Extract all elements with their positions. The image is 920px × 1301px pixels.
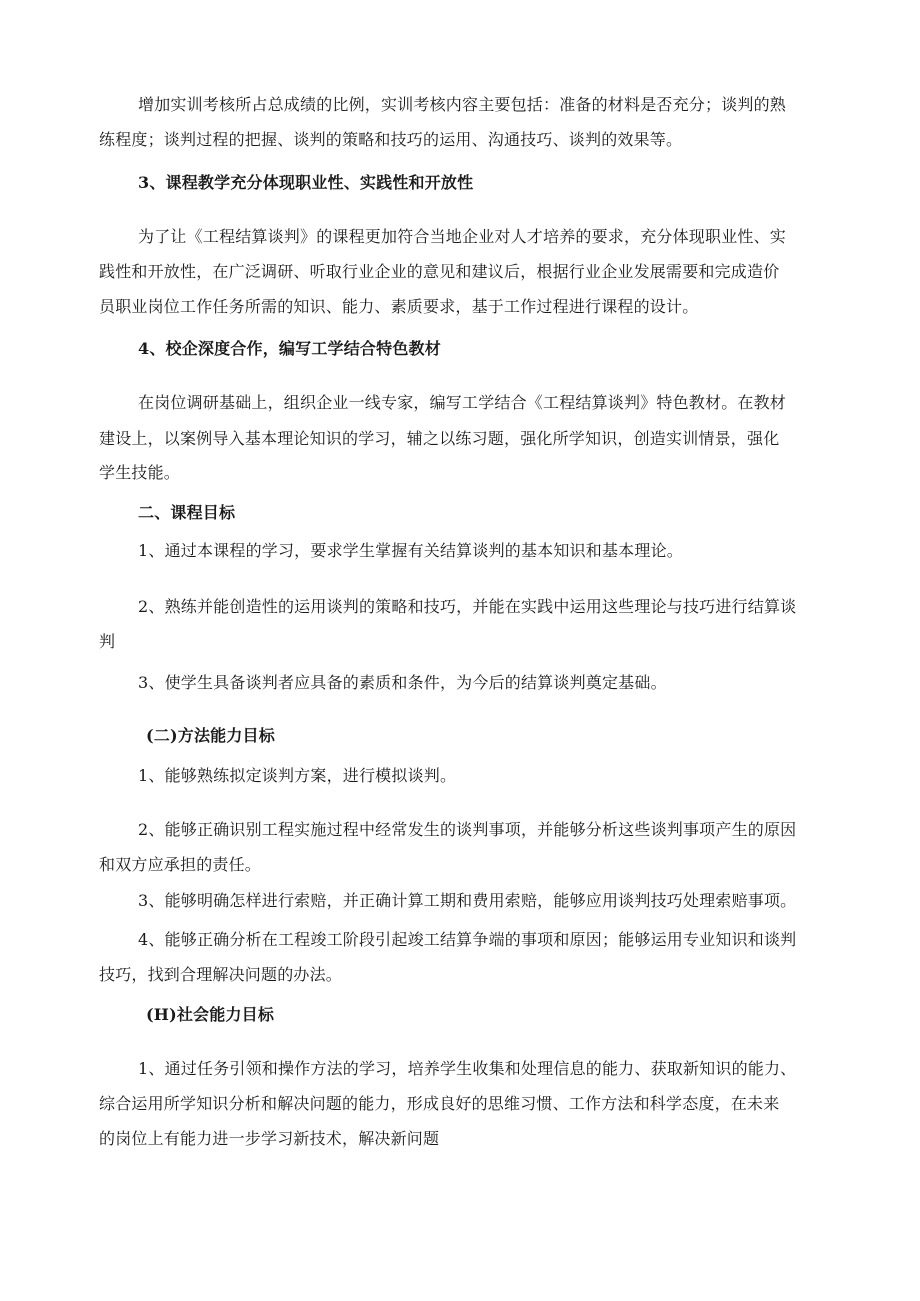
- social-goal-item: 的岗位上有能力进一步学习新技术，解决新问题: [99, 1129, 440, 1148]
- subsection-title: (H)社会能力目标: [146, 1005, 275, 1024]
- paragraph-line: 学生技能。: [99, 463, 181, 482]
- method-goal-item: 2、能够正确识别工程实施过程中经常发生的谈判事项，并能够分析这些谈判事项产生的原因: [138, 820, 797, 839]
- social-goal-item: 1、通过任务引领和操作方法的学习，培养学生收集和处理信息的能力、获取新知识的能力、: [138, 1059, 797, 1078]
- goal-item: 3、使学生具备谈判者应具备的素质和条件，为今后的结算谈判奠定基础。: [138, 673, 667, 692]
- goal-item: 2、熟练并能创造性的运用谈判的策略和技巧，并能在实践中运用这些理论与技巧进行结算谈: [138, 597, 797, 616]
- section-heading: 4、校企深度合作，编写工学结合特色教材: [138, 339, 441, 358]
- section-heading: 3、课程教学充分体现职业性、实践性和开放性: [138, 173, 474, 192]
- method-goal-item: 技巧，找到合理解决问题的办法。: [99, 965, 343, 984]
- section-title: 二、课程目标: [138, 503, 236, 522]
- paragraph-line: 员职业岗位工作任务所需的知识、能力、素质要求，基于工作过程进行课程的设计。: [99, 297, 699, 316]
- method-goal-item: 3、能够明确怎样进行索赔，并正确计算工期和费用索赔，能够应用谈判技巧处理索赔事项。: [138, 891, 797, 910]
- paragraph-line: 建设上，以案例导入基本理论知识的学习，辅之以练习题，强化所学知识，创造实训情景，强化: [99, 429, 780, 448]
- subsection-title: (二)方法能力目标: [146, 726, 275, 745]
- social-goal-item: 综合运用所学知识分析和解决问题的能力，形成良好的思维习惯、工作方法和科学态度，在未来: [99, 1094, 780, 1113]
- method-goal-item: 4、能够正确分析在工程竣工阶段引起竣工结算争端的事项和原因；能够运用专业知识和谈判: [138, 930, 797, 949]
- paragraph-line: 践性和开放性，在广泛调研、听取行业企业的意见和建议后，根据行业企业发展需要和完成造价: [99, 262, 780, 281]
- paragraph-line: 在岗位调研基础上，组织企业一线专家，编写工学结合《工程结算谈判》特色教材。在教材: [138, 393, 787, 412]
- paragraph-line: 练程度；谈判过程的把握、谈判的策略和技巧的运用、沟通技巧、谈判的效果等。: [99, 130, 683, 149]
- goal-item: 1、通过本课程的学习，要求学生掌握有关结算谈判的基本知识和基本理论。: [138, 541, 683, 560]
- paragraph-line: 为了让《工程结算谈判》的课程更加符合当地企业对人才培养的要求，充分体现职业性、实: [138, 227, 787, 246]
- paragraph-line: 增加实训考核所占总成绩的比例，实训考核内容主要包括：准备的材料是否充分；谈判的熟: [138, 95, 787, 114]
- method-goal-item: 1、能够熟练拟定谈判方案，进行模拟谈判。: [138, 766, 457, 785]
- goal-item: 判: [99, 632, 116, 651]
- method-goal-item: 和双方应承担的责任。: [99, 855, 262, 874]
